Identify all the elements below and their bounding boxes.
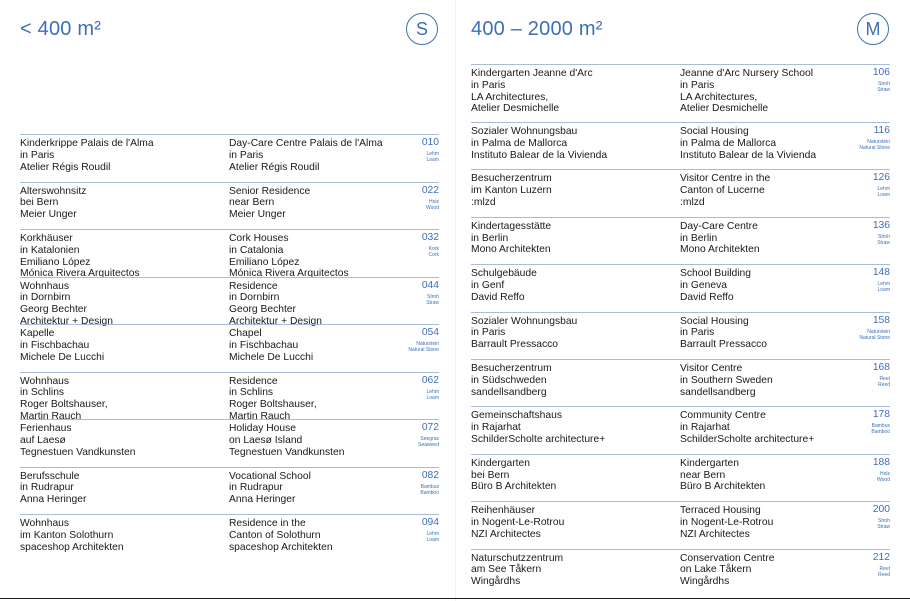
material-line: Naturstein — [416, 341, 439, 347]
title-line: Canton of Lucerne — [680, 185, 765, 197]
title-line: in Paris — [680, 79, 715, 91]
title-line: Meier Unger — [229, 209, 286, 221]
material-line: Straw — [877, 524, 890, 531]
title-line: Instituto Balear de la Vivienda — [680, 149, 817, 161]
title-line: LA Architectures, — [471, 91, 549, 103]
project-title-english — [229, 281, 322, 328]
page-number[interactable]: 010 — [421, 137, 439, 148]
title-line: Visitor Centre — [680, 362, 743, 374]
project-title-german — [471, 553, 563, 588]
project-title-english — [229, 233, 349, 280]
title-line: Gemeinschaftshaus — [471, 410, 563, 422]
title-line: Atelier Desmichelle — [471, 103, 560, 115]
title-line: Meier Unger — [20, 209, 77, 221]
title-line: in Rudrapur — [229, 482, 283, 494]
title-line: in Geneva — [680, 279, 727, 291]
title-line: in Nogent-Le-Rotrou — [471, 516, 565, 528]
title-line: Social Housing — [680, 126, 749, 137]
title-line: Büro B Architekten — [471, 481, 557, 493]
page-gutter — [455, 0, 456, 601]
title-line: Community Centre — [680, 410, 766, 422]
material-label — [426, 151, 439, 163]
material-label — [877, 518, 890, 530]
project-title-german — [20, 281, 113, 328]
material-label — [418, 436, 439, 448]
title-line: SchilderScholte architecture+ — [680, 433, 815, 445]
project-entry[interactable] — [471, 454, 890, 501]
title-line: Kapelle — [20, 328, 55, 339]
project-title-english — [229, 518, 333, 553]
title-line: :mlzd — [471, 196, 496, 208]
title-line: in Schlins — [229, 387, 274, 399]
project-list — [471, 64, 890, 596]
title-line: in Nogent-Le-Rotrou — [680, 516, 774, 528]
material-label — [859, 329, 890, 341]
page-number[interactable]: 054 — [421, 327, 439, 338]
material-label — [426, 531, 439, 543]
title-line: near Bern — [680, 469, 726, 481]
material-line: Loam — [426, 394, 439, 401]
title-line: Michele De Lucchi — [20, 351, 105, 363]
title-line: Mono Architekten — [471, 244, 551, 256]
material-line: Natural Stone — [859, 334, 890, 341]
title-line: in Genf — [471, 279, 505, 291]
title-line: Vocational School — [229, 470, 311, 482]
material-line: Loam — [877, 192, 890, 199]
title-line: Wingårdhs — [680, 576, 730, 588]
project-title-german — [471, 68, 593, 115]
material-line: Wood — [426, 204, 439, 211]
title-line: Cork Houses — [229, 233, 289, 244]
bottom-rule — [0, 598, 910, 599]
page-number[interactable]: 200 — [872, 504, 890, 516]
title-line: in Dornbirn — [20, 292, 71, 304]
project-title-english — [680, 316, 767, 351]
page-number[interactable]: 188 — [872, 456, 890, 468]
project-entry[interactable] — [471, 312, 890, 359]
material-line: Straw — [426, 299, 439, 306]
title-line: bei Bern — [471, 469, 510, 481]
page-number[interactable]: 106 — [872, 67, 890, 78]
material-line: Lehm — [426, 151, 439, 157]
project-title-german — [471, 268, 537, 303]
title-line: Architektur + Design — [20, 315, 113, 327]
project-entry[interactable] — [471, 264, 890, 311]
title-line: Martin Rauch — [20, 410, 82, 422]
page-number[interactable]: 072 — [421, 422, 439, 433]
title-line: im Kanton Luzern — [471, 185, 552, 197]
material-line: Lehm — [877, 281, 890, 288]
title-line: sandellsandberg — [680, 386, 756, 398]
title-line: Naturschutzzentrum — [471, 552, 564, 564]
title-line: Residence — [229, 280, 278, 292]
project-entry[interactable] — [471, 169, 890, 216]
page-number[interactable]: 178 — [872, 409, 890, 421]
title-line: in Paris — [20, 149, 55, 161]
page-number[interactable]: 148 — [872, 267, 890, 279]
page-number[interactable]: 212 — [872, 551, 890, 563]
title-line: Roger Boltshauser, — [229, 399, 317, 411]
title-line: Kindergarten Jeanne d'Arc — [471, 68, 593, 79]
project-title-german — [471, 458, 556, 493]
project-title-german — [20, 233, 140, 280]
page-number[interactable]: 126 — [872, 172, 890, 184]
title-line: Wohnhaus — [20, 518, 70, 529]
title-line: in Fischbachau — [20, 339, 90, 351]
size-category-heading: < 400 m² — [20, 18, 102, 40]
title-line: Social Housing — [680, 315, 749, 327]
project-entry[interactable] — [471, 501, 890, 548]
title-line: in Rudrapur — [20, 482, 74, 494]
material-label — [877, 281, 890, 293]
material-line: Bambus — [871, 423, 890, 430]
material-label — [877, 81, 890, 93]
material-label — [878, 566, 890, 578]
material-line: Seaweed — [418, 442, 439, 448]
right-page — [460, 0, 910, 601]
project-title-english — [680, 68, 813, 115]
material-line: Kork — [428, 246, 439, 252]
project-title-english — [229, 376, 317, 423]
material-line: Natural Stone — [408, 347, 439, 353]
project-entry[interactable] — [20, 277, 439, 325]
page-number[interactable]: 032 — [421, 232, 439, 243]
title-line: Residence in the — [229, 518, 306, 529]
material-line: Straw — [877, 239, 890, 246]
title-line: Kindertagesstätte — [471, 220, 552, 232]
material-line: Reet — [879, 375, 890, 382]
material-line: Bambus — [420, 483, 439, 490]
page-number[interactable]: 094 — [421, 517, 439, 528]
title-line: Visitor Centre in the — [680, 173, 771, 185]
title-line: Atelier Régis Roudil — [20, 161, 111, 173]
page-number[interactable]: 158 — [872, 314, 890, 326]
project-title-german — [471, 126, 607, 161]
project-title-german — [471, 363, 552, 398]
title-line: SchilderScholte architecture+ — [471, 433, 606, 445]
project-title-english — [680, 553, 774, 588]
project-title-german — [20, 186, 86, 221]
title-line: in Schlins — [20, 387, 65, 399]
material-label — [871, 423, 890, 435]
title-line: Büro B Architekten — [680, 481, 766, 493]
project-entry[interactable] — [20, 419, 439, 467]
title-line: in Palma de Mallorca — [680, 137, 777, 149]
title-line: Sozialer Wohnungsbau — [471, 315, 578, 327]
title-line: David Reffo — [471, 291, 525, 303]
title-line: Barrault Pressacco — [471, 339, 558, 351]
page-number[interactable]: 022 — [421, 184, 439, 196]
material-label — [859, 139, 890, 151]
project-title-english — [680, 458, 765, 493]
material-line: Cork — [428, 252, 439, 258]
project-title-german — [20, 471, 86, 506]
project-title-german — [471, 316, 577, 351]
title-line: in Paris — [229, 149, 264, 161]
title-line: Chapel — [229, 328, 262, 339]
page-number[interactable]: 168 — [872, 361, 890, 373]
material-line: Reed — [878, 381, 890, 388]
material-line: Wood — [877, 476, 890, 483]
material-line: Lehm — [426, 531, 439, 537]
material-line: Reed — [878, 571, 890, 578]
title-line: in Paris — [680, 327, 715, 339]
title-line: Jeanne d'Arc Nursery School — [680, 68, 814, 79]
title-line: auf Laesø — [20, 434, 66, 446]
project-entry[interactable] — [20, 324, 439, 372]
material-line: Holz — [428, 198, 439, 205]
project-title-german — [20, 423, 135, 458]
material-line: Natural Stone — [859, 145, 890, 151]
project-entry[interactable] — [471, 549, 890, 596]
title-line: in Südschweden — [471, 374, 547, 386]
material-label — [426, 199, 439, 211]
project-title-english — [680, 221, 760, 256]
title-line: in Fischbachau — [229, 339, 299, 351]
title-line: Holiday House — [229, 423, 296, 434]
page-number[interactable]: 082 — [421, 469, 439, 481]
project-title-german — [471, 221, 551, 256]
title-line: in Katalonien — [20, 244, 80, 256]
title-line: in Southern Sweden — [680, 374, 773, 386]
title-line: in Rajarhat — [471, 422, 521, 434]
title-line: Michele De Lucchi — [229, 351, 314, 363]
project-entry[interactable] — [20, 372, 439, 420]
size-badge: M — [857, 13, 889, 45]
page-number[interactable]: 044 — [421, 279, 439, 291]
material-label — [877, 471, 890, 483]
project-entry[interactable] — [471, 122, 890, 169]
title-line: Canton of Solothurn — [229, 529, 321, 541]
title-line: im Kanton Solothurn — [20, 529, 114, 541]
title-line: Terraced Housing — [680, 505, 761, 517]
title-line: in Palma de Mallorca — [471, 137, 568, 149]
project-entry[interactable] — [471, 217, 890, 264]
title-line: Day-Care Centre Palais de l'Alma — [229, 138, 383, 149]
project-list — [20, 134, 439, 562]
title-line: Besucherzentrum — [471, 173, 552, 185]
title-line: Kindergarten — [680, 457, 739, 469]
material-line: Naturstein — [867, 328, 890, 335]
material-line: Holz — [879, 470, 890, 477]
title-line: spaceshop Architekten — [229, 541, 333, 553]
title-line: on Lake Tåkern — [680, 564, 752, 576]
title-line: Anna Heringer — [20, 494, 87, 506]
project-entry[interactable] — [20, 467, 439, 515]
project-title-english — [680, 410, 814, 445]
material-label — [426, 294, 439, 306]
material-line: Stroh — [878, 518, 890, 525]
title-line: in Rajarhat — [680, 422, 730, 434]
material-line: Lehm — [426, 388, 439, 395]
title-line: Barrault Pressacco — [680, 339, 767, 351]
project-entry[interactable] — [471, 359, 890, 406]
left-page — [0, 0, 450, 601]
title-line: Kindergarten — [471, 457, 530, 469]
title-line: in Berlin — [471, 232, 509, 244]
title-line: Architektur + Design — [229, 315, 322, 327]
page-number[interactable]: 062 — [421, 374, 439, 386]
title-line: School Building — [680, 268, 751, 280]
material-line: Stroh — [878, 233, 890, 240]
project-entry[interactable] — [20, 229, 439, 280]
project-title-german — [471, 173, 552, 208]
title-line: Roger Boltshauser, — [20, 399, 108, 411]
title-line: Ferienhaus — [20, 423, 72, 434]
title-line: bei Bern — [20, 197, 59, 209]
title-line: Wohnhaus — [20, 375, 70, 387]
project-title-english — [680, 126, 816, 161]
project-entry[interactable] — [20, 182, 439, 230]
title-line: :mlzd — [680, 196, 705, 208]
title-line: LA Architectures, — [680, 91, 758, 103]
material-label — [428, 246, 439, 258]
title-line: Emiliano López — [229, 256, 300, 268]
title-line: Berufsschule — [20, 470, 80, 482]
project-title-english — [680, 505, 773, 540]
title-line: Atelier Desmichelle — [680, 103, 769, 115]
title-line: in Catalonia — [229, 244, 284, 256]
project-title-german — [20, 328, 104, 363]
title-line: Kinderkrippe Palais de l'Alma — [20, 138, 154, 149]
material-line: Loam — [877, 287, 890, 294]
project-title-english — [680, 173, 770, 208]
material-line: Stroh — [878, 81, 890, 87]
project-title-english — [680, 363, 773, 398]
title-line: spaceshop Architekten — [20, 541, 124, 553]
material-line: Loam — [426, 537, 439, 543]
title-line: Reihenhäuser — [471, 505, 536, 517]
material-line: Straw — [877, 87, 890, 93]
title-line: in Paris — [471, 327, 506, 339]
title-line: Korkhäuser — [20, 233, 73, 244]
title-line: on Laesø Island — [229, 434, 303, 446]
material-label — [426, 389, 439, 401]
title-line: NZI Architectes — [471, 528, 541, 540]
material-line: Bamboo — [420, 489, 439, 496]
project-entry[interactable] — [20, 134, 439, 182]
project-title-english — [229, 186, 310, 221]
project-title-german — [20, 376, 108, 423]
title-line: in Dornbirn — [229, 292, 280, 304]
title-line: NZI Architectes — [680, 528, 750, 540]
title-line: Residence — [229, 375, 278, 387]
title-line: Georg Bechter — [229, 304, 296, 316]
project-title-german — [471, 410, 605, 445]
title-line: Atelier Régis Roudil — [229, 161, 320, 173]
project-entry[interactable] — [20, 514, 439, 562]
material-line: Seegras — [420, 436, 439, 442]
title-line: Besucherzentrum — [471, 362, 552, 374]
material-label — [420, 484, 439, 496]
title-line: Tegnestuen Vandkunsten — [20, 446, 136, 458]
title-line: Tegnestuen Vandkunsten — [229, 446, 345, 458]
size-badge: S — [406, 13, 438, 45]
material-line: Reet — [879, 565, 890, 572]
project-title-german — [471, 505, 564, 540]
title-line: Senior Residence — [229, 185, 311, 197]
material-line: Lehm — [877, 186, 890, 193]
project-title-german — [20, 518, 124, 553]
material-label — [877, 186, 890, 198]
title-line: Mónica Rivera Arquitectos — [20, 268, 140, 280]
material-line: Loam — [426, 157, 439, 163]
title-line: in Paris — [471, 79, 506, 91]
title-line: Mono Architekten — [680, 244, 760, 256]
material-label — [408, 341, 439, 353]
title-line: Sozialer Wohnungsbau — [471, 126, 578, 137]
title-line: David Reffo — [680, 291, 734, 303]
project-entry[interactable] — [471, 406, 890, 453]
title-line: Wohnhaus — [20, 280, 70, 292]
page-number[interactable]: 136 — [872, 219, 890, 231]
title-line: Day-Care Centre — [680, 220, 758, 232]
title-line: in Berlin — [680, 232, 718, 244]
title-line: Alterswohnsitz — [20, 185, 87, 197]
title-line: Mónica Rivera Arquitectos — [229, 268, 349, 280]
material-line: Naturstein — [867, 139, 890, 145]
title-line: Wingårdhs — [471, 576, 521, 588]
project-title-english — [229, 138, 383, 173]
title-line: Instituto Balear de la Vivienda — [471, 149, 608, 161]
material-line: Bamboo — [871, 429, 890, 436]
page-number[interactable]: 116 — [873, 125, 890, 136]
material-label — [878, 376, 890, 388]
project-title-english — [229, 423, 344, 458]
size-category-heading: 400 – 2000 m² — [471, 18, 603, 40]
project-title-english — [680, 268, 751, 303]
project-title-english — [229, 471, 311, 506]
title-line: Emiliano López — [20, 256, 91, 268]
title-line: sandellsandberg — [471, 386, 547, 398]
material-label — [877, 234, 890, 246]
title-line: Anna Heringer — [229, 494, 296, 506]
title-line: Conservation Centre — [680, 552, 775, 564]
project-entry[interactable] — [471, 64, 890, 122]
title-line: Schulgebäude — [471, 268, 537, 280]
title-line: Martin Rauch — [229, 410, 291, 422]
title-line: Georg Bechter — [20, 304, 87, 316]
material-line: Stroh — [427, 293, 439, 300]
title-line: am See Tåkern — [471, 564, 542, 576]
project-title-english — [229, 328, 313, 363]
title-line: near Bern — [229, 197, 275, 209]
project-title-german — [20, 138, 154, 173]
